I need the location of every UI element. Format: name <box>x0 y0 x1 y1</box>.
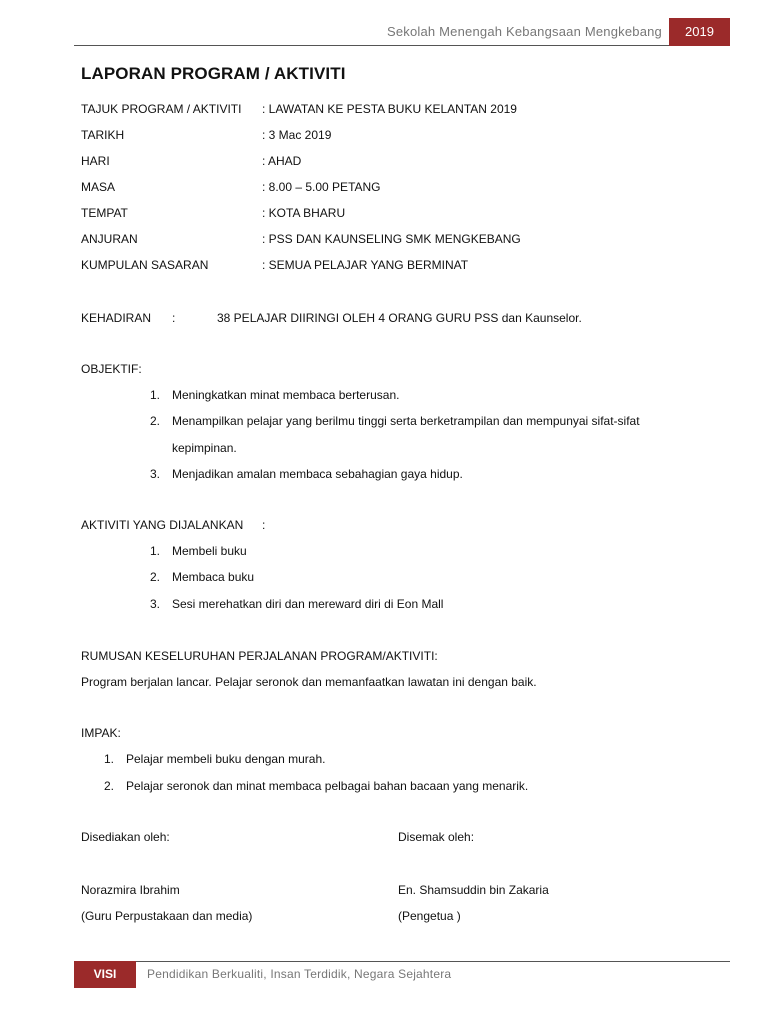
prepared-by-name: Norazmira Ibrahim <box>81 883 180 897</box>
impak-item: Pelajar seronok dan minat membaca pelbagai bahan bacaan yang menarik. <box>126 779 529 793</box>
field-label-tajuk: TAJUK PROGRAM / AKTIVITI <box>81 102 242 116</box>
kehadiran-colon: : <box>172 311 176 325</box>
checked-by-name: En. Shamsuddin bin Zakaria <box>398 883 549 897</box>
field-value-tajuk: : LAWATAN KE PESTA BUKU KELANTAN 2019 <box>262 102 517 116</box>
field-value-anjuran: : PSS DAN KAUNSELING SMK MENGKEBANG <box>262 232 521 246</box>
field-value-kumpulan-sasaran: : SEMUA PELAJAR YANG BERMINAT <box>262 258 469 272</box>
footer-motto: Pendidikan Berkualiti, Insan Terdidik, Negara Sejahtera <box>147 967 452 981</box>
field-label-masa: MASA <box>81 180 116 194</box>
field-label-kumpulan-sasaran: KUMPULAN SASARAN <box>81 258 209 272</box>
field-value-tempat: : KOTA BHARU <box>262 206 346 220</box>
objektif-number: 3. <box>149 467 160 481</box>
rumusan-text: Program berjalan lancar. Pelajar seronok dan memanfaatkan lawatan ini dengan baik. <box>81 675 537 689</box>
objektif-item: Meningkatkan minat membaca berterusan. <box>172 388 400 402</box>
objektif-item-continuation: kepimpinan. <box>172 441 237 455</box>
checked-by-label: Disemak oleh: <box>398 830 475 844</box>
aktiviti-colon: : <box>262 518 266 532</box>
field-label-anjuran: ANJURAN <box>81 232 138 246</box>
field-label-hari: HARI <box>81 154 110 168</box>
field-value-tarikh: : 3 Mac 2019 <box>262 128 332 142</box>
objektif-item: Menampilkan pelajar yang berilmu tinggi serta berketrampilan dan mempunyai sifat-sifat <box>172 414 640 428</box>
aktiviti-heading: AKTIVITI YANG DIJALANKAN <box>81 518 244 532</box>
aktiviti-item: Sesi merehatkan diri dan mereward diri di Eon Mall <box>172 597 444 611</box>
field-value-masa: : 8.00 – 5.00 PETANG <box>262 180 381 194</box>
field-label-tarikh: TARIKH <box>81 128 125 142</box>
field-label-tempat: TEMPAT <box>81 206 128 220</box>
header-divider <box>74 45 669 46</box>
footer-divider <box>74 961 730 962</box>
kehadiran-value: 38 PELAJAR DIIRINGI OLEH 4 ORANG GURU PSS dan Kaunselor. <box>217 311 582 325</box>
aktiviti-number: 1. <box>149 544 160 558</box>
objektif-item: Menjadikan amalan membaca sebahagian gaya hidup. <box>172 467 463 481</box>
kehadiran-label: KEHADIRAN <box>81 311 152 325</box>
objektif-number: 2. <box>149 414 160 428</box>
prepared-by-label: Disediakan oleh: <box>81 830 170 844</box>
impak-number: 2. <box>103 779 114 793</box>
aktiviti-item: Membaca buku <box>172 570 255 584</box>
checked-by-role: (Pengetua ) <box>398 909 461 923</box>
aktiviti-item: Membeli buku <box>172 544 247 558</box>
footer-visi-badge: VISI <box>74 961 136 988</box>
document-title: LAPORAN PROGRAM / AKTIVITI <box>81 64 346 83</box>
header-school-name: Sekolah Menengah Kebangsaan Mengkebang <box>386 24 662 39</box>
aktiviti-number: 2. <box>149 570 160 584</box>
prepared-by-role: (Guru Perpustakaan dan media) <box>81 909 253 923</box>
objektif-heading: OBJEKTIF: <box>81 362 142 376</box>
impak-item: Pelajar membeli buku dengan murah. <box>126 752 326 766</box>
impak-number: 1. <box>103 752 114 766</box>
rumusan-heading: RUMUSAN KESELURUHAN PERJALANAN PROGRAM/AKTIVITI: <box>81 649 438 663</box>
field-value-hari: : AHAD <box>262 154 302 168</box>
objektif-number: 1. <box>149 388 160 402</box>
aktiviti-number: 3. <box>149 597 160 611</box>
header-year-badge: 2019 <box>669 18 730 46</box>
impak-heading: IMPAK: <box>81 726 121 740</box>
